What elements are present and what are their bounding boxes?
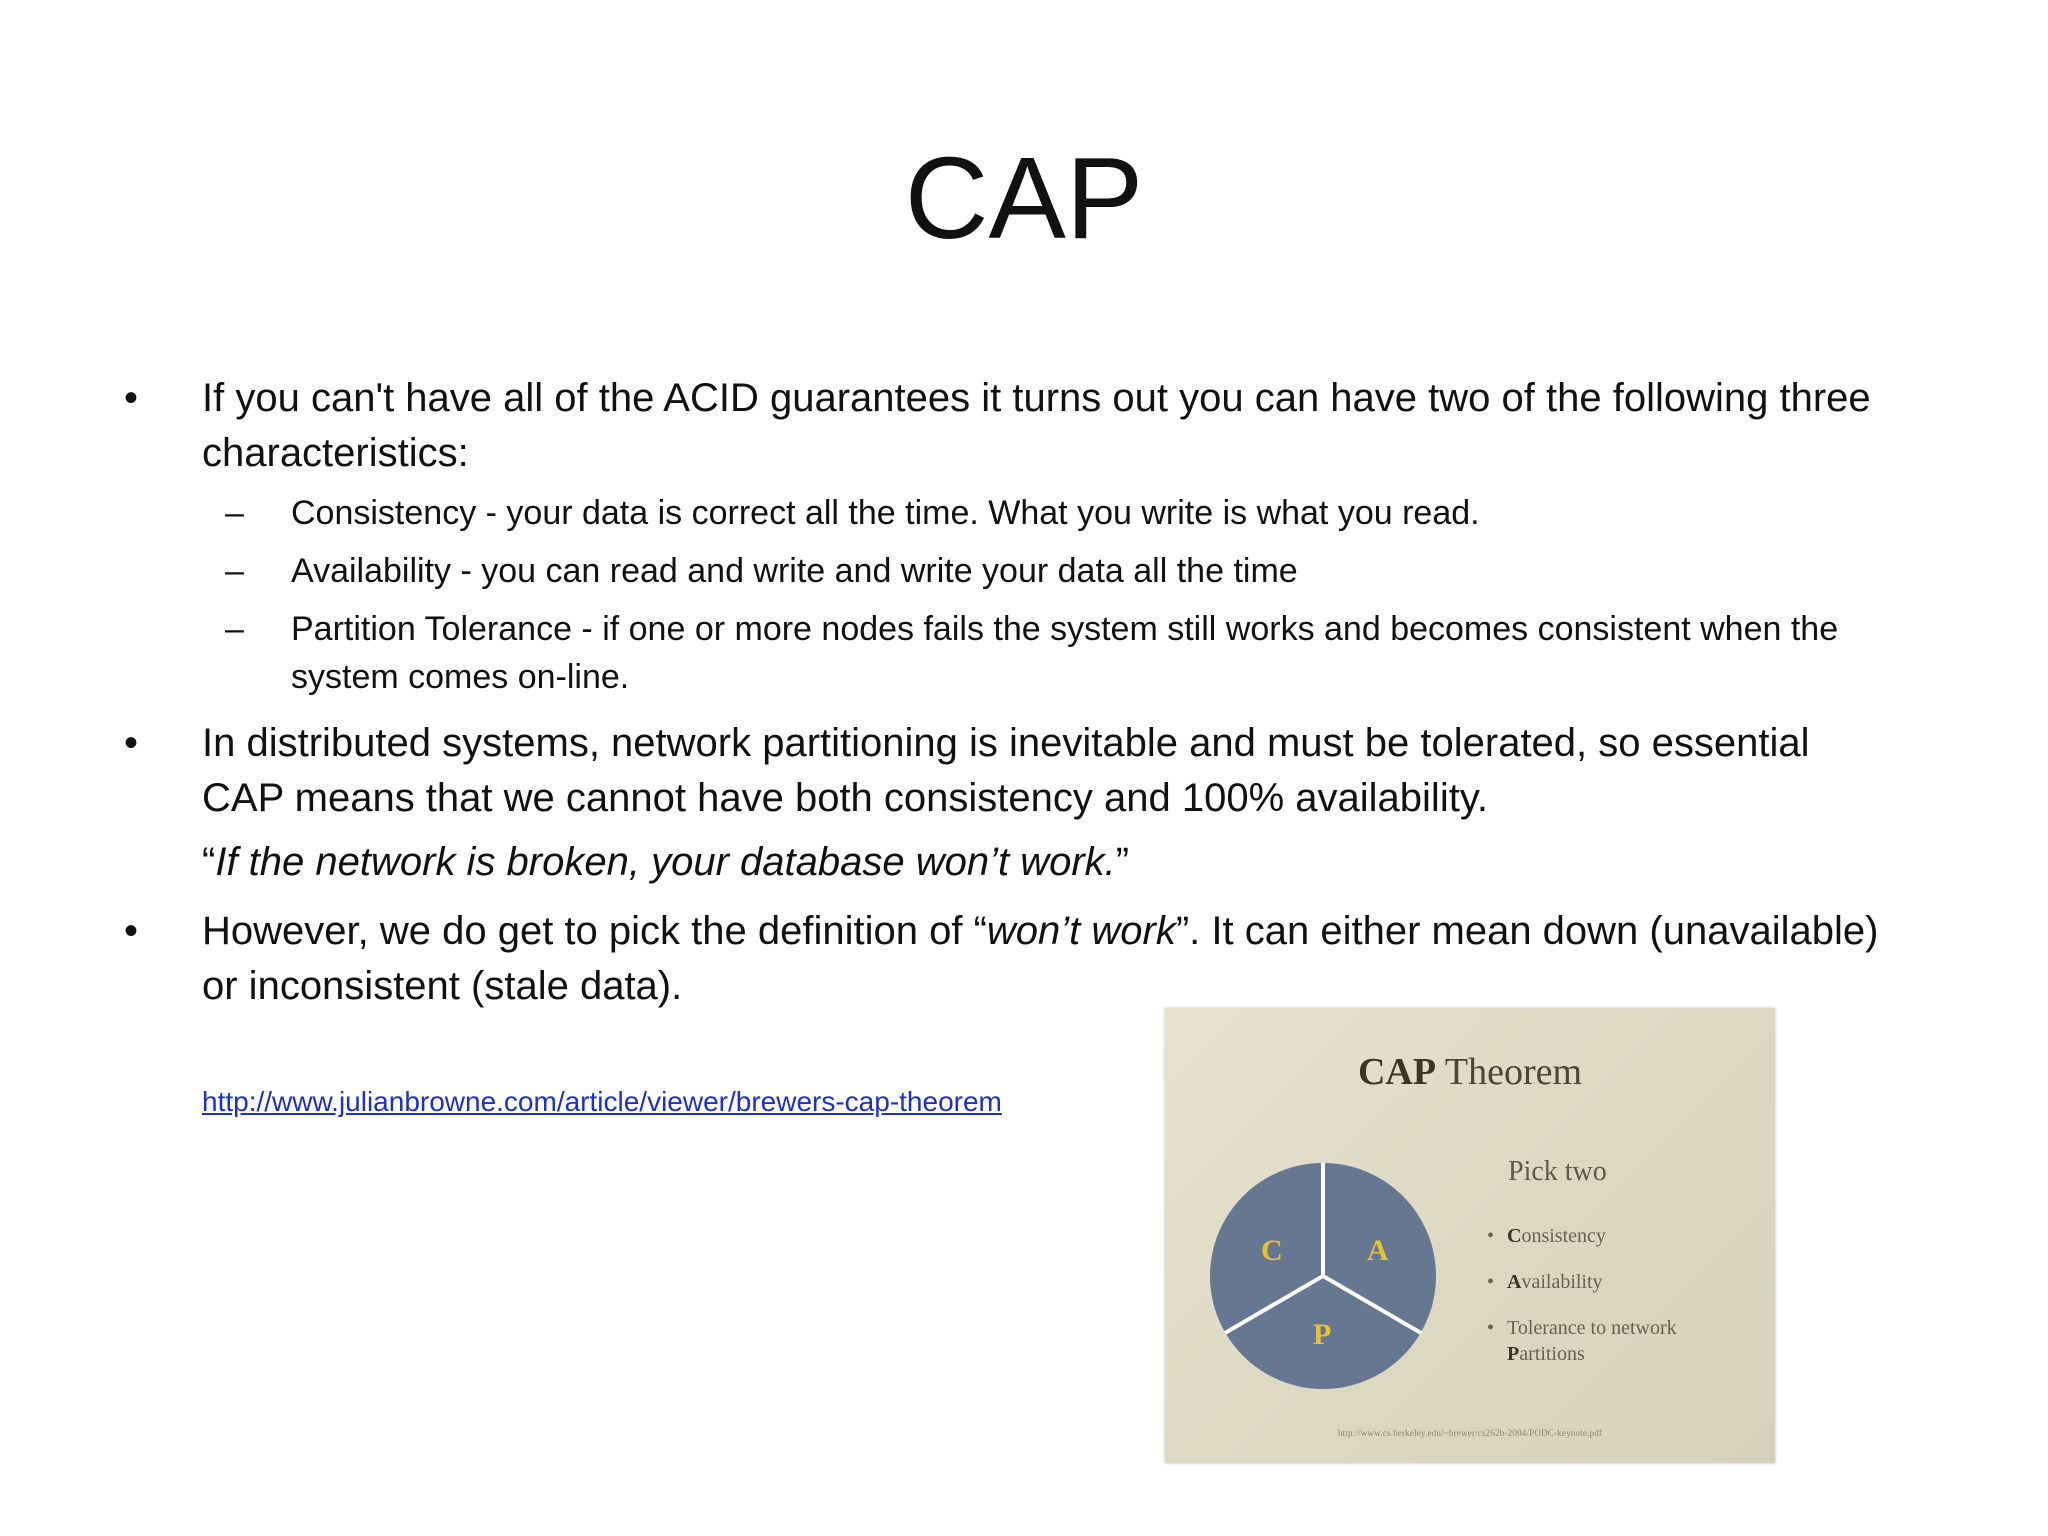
quote xyxy=(202,835,1129,890)
sub-bullet-text: Consistency - your data is correct all the time. What you write is what you read. xyxy=(291,494,1480,532)
bullet-text: If you can't have all of the ACID guarantees it turns out you can have two of the following three characteristics: xyxy=(202,376,1871,475)
sub-bullet-text: Partition Tolerance - if one or more nodes fails the system still works and becomes consistent when the system comes on-line. xyxy=(291,610,1839,696)
bullet-marker: • xyxy=(124,376,139,420)
list-item-consistency xyxy=(1487,1223,1767,1249)
bullet-acid xyxy=(124,371,1902,481)
segment-letter-c: C xyxy=(1261,1234,1283,1267)
cap-image-title-bold: CAP xyxy=(1357,1051,1437,1093)
pick-two-heading: Pick two xyxy=(1508,1156,1607,1187)
sub-bullet-marker: – xyxy=(225,552,244,590)
list-item-rest: onsistency xyxy=(1521,1225,1606,1247)
sub-bullet-availability xyxy=(225,547,1931,595)
cap-image-title-rest: Theorem xyxy=(1436,1051,1583,1093)
list-item-initial: C xyxy=(1507,1225,1522,1247)
list-item-rest: artitions xyxy=(1519,1343,1585,1365)
list-item-initial: P xyxy=(1507,1343,1520,1365)
quote-text: If the network is broken, your database won’t work. xyxy=(215,840,1116,884)
cap-theorem-image xyxy=(1165,1008,1775,1463)
cap-properties-list xyxy=(1487,1223,1767,1387)
list-item-partition xyxy=(1487,1315,1767,1367)
image-footer-url: http://www.cs.berkeley.edu/~brewer/cs262b-2004/PODC-keynote.pdf xyxy=(1337,1428,1603,1438)
quote-open: “ xyxy=(202,840,216,884)
bullet-marker: • xyxy=(124,721,139,765)
reference-link[interactable]: http://www.julianbrowne.com/article/viewer/brewers-cap-theorem xyxy=(202,1086,1002,1117)
bullet-text-before: However, we do get to pick the definition of “ xyxy=(202,909,987,953)
sub-bullet-marker: – xyxy=(225,610,244,648)
sub-bullet-partition xyxy=(225,605,1931,701)
bullet-wont-work xyxy=(124,904,1902,1014)
slide-title: CAP xyxy=(904,133,1144,263)
sub-bullet-consistency xyxy=(225,489,1931,537)
bullet-distributed xyxy=(124,716,1902,826)
sub-bullet-marker: – xyxy=(225,494,244,532)
quote-close: ” xyxy=(1115,840,1130,884)
bullet-text xyxy=(202,909,1878,1008)
list-item-availability xyxy=(1487,1269,1767,1295)
cap-circle-diagram xyxy=(1205,1158,1445,1398)
bullet-text: In distributed systems, network partitioning is inevitable and must be tolerated, so essential CAP means that we cannot have both consistency and 100% availability. xyxy=(202,721,1810,820)
bullet-text-after: ”. It can either mean down (unavailable) or inconsistent (stale data). xyxy=(202,909,1879,1008)
list-item-prefix: Tolerance to network xyxy=(1507,1317,1677,1339)
list-item-initial: A xyxy=(1507,1271,1522,1293)
cap-image-title xyxy=(1165,1050,1775,1094)
segment-letter-p: P xyxy=(1313,1318,1332,1351)
bullet-text-em: won’t work xyxy=(986,909,1176,953)
list-item-rest: vailability xyxy=(1521,1271,1603,1293)
sub-bullet-text: Availability - you can read and write and write your data all the time xyxy=(291,552,1298,590)
bullet-marker: • xyxy=(124,909,139,953)
segment-letter-a: A xyxy=(1367,1234,1389,1267)
